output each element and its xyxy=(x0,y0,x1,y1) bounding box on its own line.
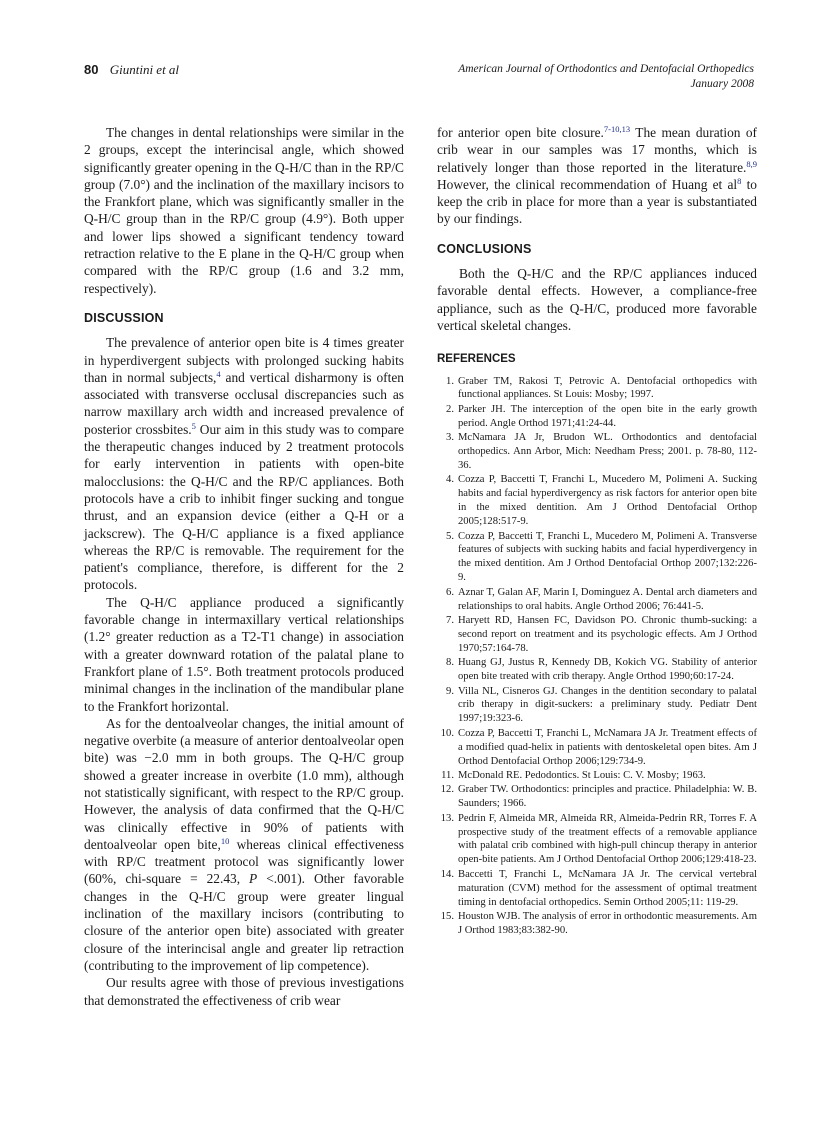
reference-text: Haryett RD, Hansen FC, Davidson PO. Chronic thumb-sucking: a second report on treatment and its psychologic effects. Am J Orthod 1970;57:164-78. xyxy=(458,614,757,654)
citation-link[interactable]: 8,9 xyxy=(746,158,757,169)
citation-link[interactable]: 4 xyxy=(216,368,221,379)
reference-text: Graber TW. Orthodontics: principles and practice. Philadelphia: W. B. Saunders; 1966. xyxy=(458,784,757,810)
text-run: The prevalence of anterior open bite is 4 times greater in hyperdivergent subjects with prolonged sucking habits than in normal subjects, xyxy=(84,335,404,385)
journal-title: American Journal of Orthodontics and Dentofacial Orthopedics xyxy=(458,63,754,75)
text-run: to keep the crib in place for more than a year is substantiated by our findings. xyxy=(437,176,757,227)
reference-number: 9. xyxy=(446,685,454,697)
citation-link[interactable]: 7-10,13 xyxy=(603,124,631,134)
references-list xyxy=(437,375,757,938)
text-run: and vertical disharmony is often associated with transverse occlusal discrepancies such as narrow maxillary arch width and increased prevalence of posterior crossbites. xyxy=(84,369,404,437)
reference-number: 6. xyxy=(446,586,454,598)
discussion-continuation xyxy=(437,124,757,228)
reference-text: Cozza P, Baccetti T, Franchi L, Mucedero M, Polimeni A. Transverse features of subjects with sucking habits and facial hyperdivergency in the mixed dentition. Am J Orthod Dentofacial Orthop 2007;132:226-9. xyxy=(458,530,757,584)
left-column xyxy=(84,124,404,1009)
page-number: 80 xyxy=(84,62,99,77)
reference-item xyxy=(437,375,757,403)
discussion-paragraph-2: The Q-H/C appliance produced a significantly favorable change in intermaxillary vertical relationships (1.2° greater reduction as a T2-T1 change) in association with a greater downward rotation of the palatal plane to Frankfort plane of 1.5°. Both treatment protocols produced minimal changes in the inclination of the mandibular plane to the Frankfort horizontal. xyxy=(84,594,404,714)
text-run: for anterior open bite closure. xyxy=(437,125,604,140)
reference-number: 3. xyxy=(446,432,454,444)
reference-text: Parker JH. The interception of the open bite in the early growth period. Angle Orthod 1971;41:24-44. xyxy=(458,403,757,429)
reference-number: 15. xyxy=(440,911,454,922)
citation-link[interactable]: 10 xyxy=(220,835,230,846)
reference-text: Pedrin F, Almeida MR, Almeida RR, Almeida-Pedrin RR, Torres F. A prospective study of the treatment effects of a removable appliance with palatal crib combined with high-pull chincup therapy in anterior open-bite patients. Am J Orthod Dentofacial Orthop 2006;129:418-23. xyxy=(458,812,757,866)
reference-text: Villa NL, Cisneros GJ. Changes in the dentition secondary to palatal crib therapy in digit-suckers: a preliminary study. Pediatr Dent 1997;19:323-6. xyxy=(458,685,757,725)
reference-number: 2. xyxy=(446,403,454,415)
text-run: However, the clinical recommendation of Huang et al xyxy=(437,176,738,192)
reference-item xyxy=(437,727,757,769)
reference-item xyxy=(437,685,757,727)
reference-number: 12. xyxy=(440,784,454,796)
reference-number: 7. xyxy=(446,614,454,626)
p-value-symbol: P xyxy=(249,871,258,887)
reference-number: 1. xyxy=(446,375,454,387)
reference-item xyxy=(437,656,757,684)
reference-item xyxy=(437,783,757,811)
reference-number: 5. xyxy=(446,530,454,542)
page-header-left xyxy=(84,62,179,78)
reference-item xyxy=(437,403,757,431)
reference-item xyxy=(437,530,757,586)
reference-text: Baccetti T, Franchi L, McNamara JA Jr. The cervical vertebral maturation (CVM) method for the assessment of optimal treatment timing in dentofacial orthopedics. Semin Orthod 2005;11: 119-29. xyxy=(458,868,757,908)
reference-text: Cozza P, Baccetti T, Franchi L, Mucedero M, Polimeni A. Sucking habits and facial hyperdivergency as risk factors for anterior open bite in the mixed dentition. Am J Orthod Dentofacial Orthop 2005;128:517-9. xyxy=(458,474,757,528)
reference-text: McDonald RE. Pedodontics. St Louis: C. V. Mosby; 1963. xyxy=(458,769,706,781)
conclusions-paragraph: Both the Q-H/C and the RP/C appliances induced favorable dental effects. However, a compliance-free appliance, such as the Q-H/C, produced more favorable vertical skeletal changes. xyxy=(437,266,757,333)
reference-number: 11. xyxy=(441,769,454,781)
text-run: The mean duration of crib wear in our samples was 17 months, which is relatively longer than those reported in the literature. xyxy=(437,125,758,175)
page-header-right xyxy=(458,62,754,92)
reference-number: 4. xyxy=(446,474,454,486)
running-head: Giuntini et al xyxy=(109,62,180,77)
reference-number: 14. xyxy=(440,868,454,880)
reference-number: 13. xyxy=(440,812,454,824)
reference-item xyxy=(437,868,757,910)
reference-number: 10. xyxy=(440,727,454,739)
reference-text: Cozza P, Baccetti T, Franchi L, McNamara JA Jr. Treatment effects of a modified quad-helix in patients with dentoskeletal open bites. Am J Orthod Dentofacial Orthop 2006;129:734-9. xyxy=(458,727,757,767)
reference-text: McNamara JA Jr, Brudon WL. Orthodontics and dentofacial orthopedics. Ann Arbor, Mich: Needham Press; 2001. p. 78-80, 112-36. xyxy=(458,432,757,471)
references-heading: REFERENCES xyxy=(437,353,516,366)
right-column xyxy=(437,124,757,938)
text-run: whereas clinical effectiveness with RP/C treatment protocol was significantly lower (60%, chi-square = 22.43, xyxy=(84,836,404,887)
reference-item xyxy=(437,769,757,783)
reference-item xyxy=(437,614,757,656)
reference-item xyxy=(437,586,757,614)
reference-text: Huang GJ, Justus R, Kennedy DB, Kokich VG. Stability of anterior open bite treated with crib therapy. Angle Orthod 1990;60:17-24. xyxy=(458,657,757,683)
reference-text: Houston WJB. The analysis of error in orthodontic measurements. Am J Orthod 1983;83:382-90. xyxy=(458,911,757,936)
reference-item xyxy=(437,431,757,473)
citation-link[interactable]: 5 xyxy=(191,420,196,431)
reference-text: Aznar T, Galan AF, Marin I, Dominguez A. Dental arch diameters and relationships to oral habits. Angle Orthod 2006; 76:441-5. xyxy=(458,586,757,612)
discussion-heading: DISCUSSION xyxy=(84,310,164,325)
text-run: <.001). Other favorable changes in the Q-H/C group were greater lingual inclination of the maxillary incisors (contributing to closure of the anterior open bite) associated with greater closure of the interincisal angle and greater lip retraction (contributing to the improvement of lip competence). xyxy=(84,871,404,973)
discussion-paragraph-1 xyxy=(84,334,404,593)
reference-item xyxy=(437,473,757,529)
conclusions-heading: CONCLUSIONS xyxy=(437,241,532,256)
results-paragraph: The changes in dental relationships were similar in the 2 groups, except the interincisal angle, which showed significantly greater opening in the Q-H/C than in the RP/C group (7.0°) and the inclination of the maxillary incisors to the Frankfort plane, which was significantly smaller in the Q-H/C group than in the RP/C group (4.9°). Both upper and lower lips showed a significant tendency toward retraction relative to the E plane in the Q-H/C group when compared with the RP/C group (1.6 and 3.2 mm, respectively). xyxy=(84,125,404,296)
text-run: Our aim in this study was to compare the therapeutic changes induced by 2 treatment protocols for early intervention in patients with open-bite malocclusions: the Q-H/C and the RP/C appliances. Both protocols have a crib to inhibit finger sucking and tongue thrust, and an expansion device (either a Q-H or a jackscrew). The Q-H/C appliance is a fixed appliance whereas the RP/C is removable. The requirement for the patient's compliance, therefore, is different for the 2 protocols. xyxy=(84,421,404,593)
discussion-paragraph-4: Our results agree with those of previous investigations that demonstrated the effectiveness of crib wear xyxy=(84,975,404,1008)
citation-link[interactable]: 8 xyxy=(737,175,742,186)
reference-item xyxy=(437,812,757,868)
reference-text: Graber TM, Rakosi T, Petrovic A. Dentofacial orthopedics with functional appliances. St Louis: Mosby; 1997. xyxy=(458,375,757,401)
reference-number: 8. xyxy=(446,657,454,669)
text-run: As for the dentoalveolar changes, the initial amount of negative overbite (a measure of anterior dentoalveolar open bite) was −2.0 mm in both groups. The Q-H/C group showed a greater increase in overbite (1.0 mm), although not statistically significant, with respect to the RP/C group. However, the analysis of data confirmed that the Q-H/C was clinically effective in 90% of patients with dentoalveolar open bite, xyxy=(84,715,404,852)
discussion-paragraph-3 xyxy=(84,715,404,974)
reference-item xyxy=(437,910,757,938)
issue-date: January 2008 xyxy=(690,78,754,90)
